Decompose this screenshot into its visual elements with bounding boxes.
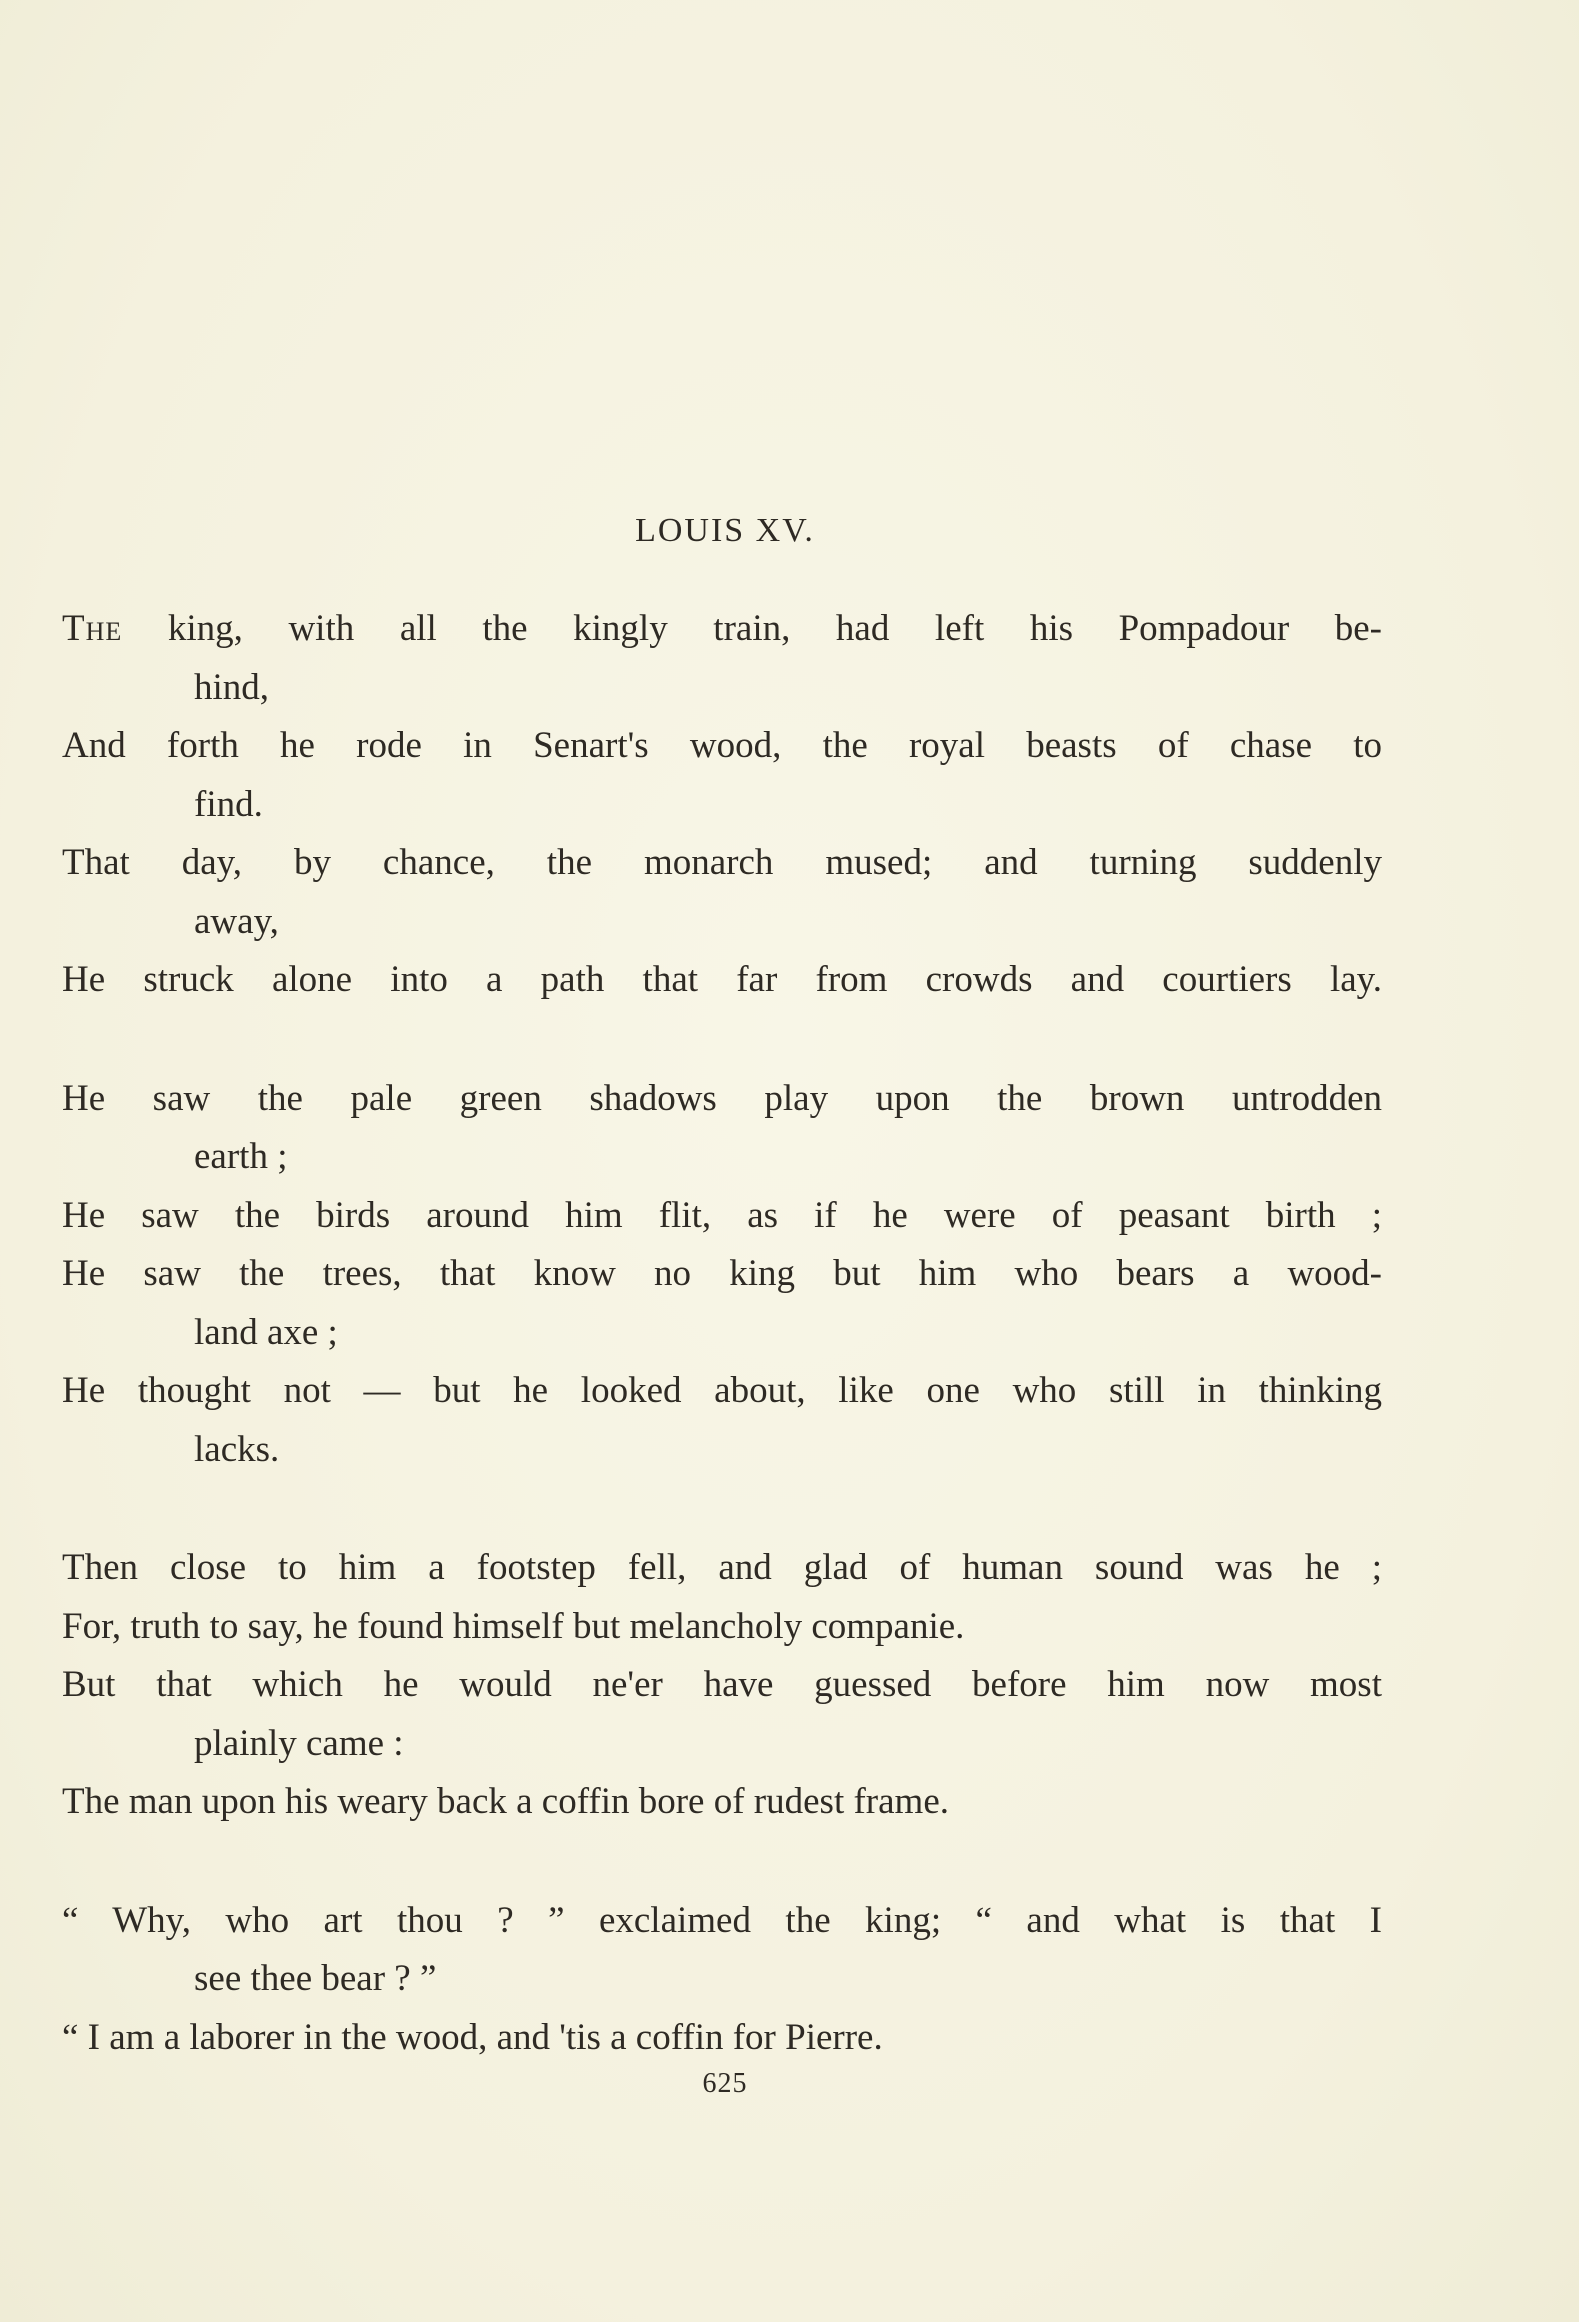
- stanza-4: [62, 1892, 1382, 2068]
- poem-line-continuation: land axe ;: [194, 1311, 338, 1353]
- poem-line: He saw the birds around him flit, as if he were of peasant birth ;: [62, 1194, 1382, 1236]
- stanza-2: [62, 1070, 1382, 1480]
- stanza-3: [62, 1539, 1382, 1832]
- poem-line: The man upon his weary back a coffin bore of rudest frame.: [62, 1781, 949, 1822]
- poem-title: LOUIS XV.: [635, 512, 815, 549]
- poem-line: “ Why, who art thou ? ” exclaimed the king; “ and what is that I: [62, 1899, 1382, 1941]
- poem-line: For, truth to say, he found himself but melancholy companie.: [62, 1605, 965, 1647]
- page-number: 625: [702, 2068, 748, 2099]
- poem-line: And forth he rode in Senart's wood, the royal beasts of chase to: [62, 725, 1382, 766]
- poem-line: [62, 600, 1382, 659]
- poem-line: But that which he would ne'er have guessed before him now most: [62, 1664, 1382, 1705]
- poem-line: He saw the trees, that know no king but him who bears a wood-: [62, 1253, 1382, 1294]
- poem-line-continuation: find.: [194, 783, 263, 825]
- poem-line-continuation: hind,: [194, 666, 270, 708]
- poem-line: “ I am a laborer in the wood, and 'tis a coffin for Pierre.: [62, 2016, 883, 2058]
- poem-line: He saw the pale green shadows play upon the brown untrodden: [62, 1077, 1382, 1119]
- poem-line-continuation: away,: [194, 900, 279, 942]
- poem-line-continuation: lacks.: [194, 1428, 280, 1470]
- poem-line: Then close to him a footstep fell, and glad of human sound was he ;: [62, 1547, 1382, 1588]
- poem-line: He thought not — but he looked about, like one who still in thinking: [62, 1370, 1382, 1411]
- poem-body: [62, 600, 1382, 2127]
- opening-word: The: [62, 608, 123, 649]
- poem-line: That day, by chance, the monarch mused; and turning suddenly: [62, 842, 1382, 883]
- poem-line-continuation: earth ;: [194, 1136, 288, 1177]
- poem-line-continuation: see thee bear ? ”: [194, 1958, 437, 1999]
- poem-line-continuation: plainly came :: [194, 1722, 404, 1764]
- poem-line: He struck alone into a path that far from crowds and courtiers lay.: [62, 959, 1382, 1000]
- line-text: king, with all the kingly train, had left his Pompadour be-: [122, 608, 1382, 649]
- stanza-1: [62, 600, 1382, 1010]
